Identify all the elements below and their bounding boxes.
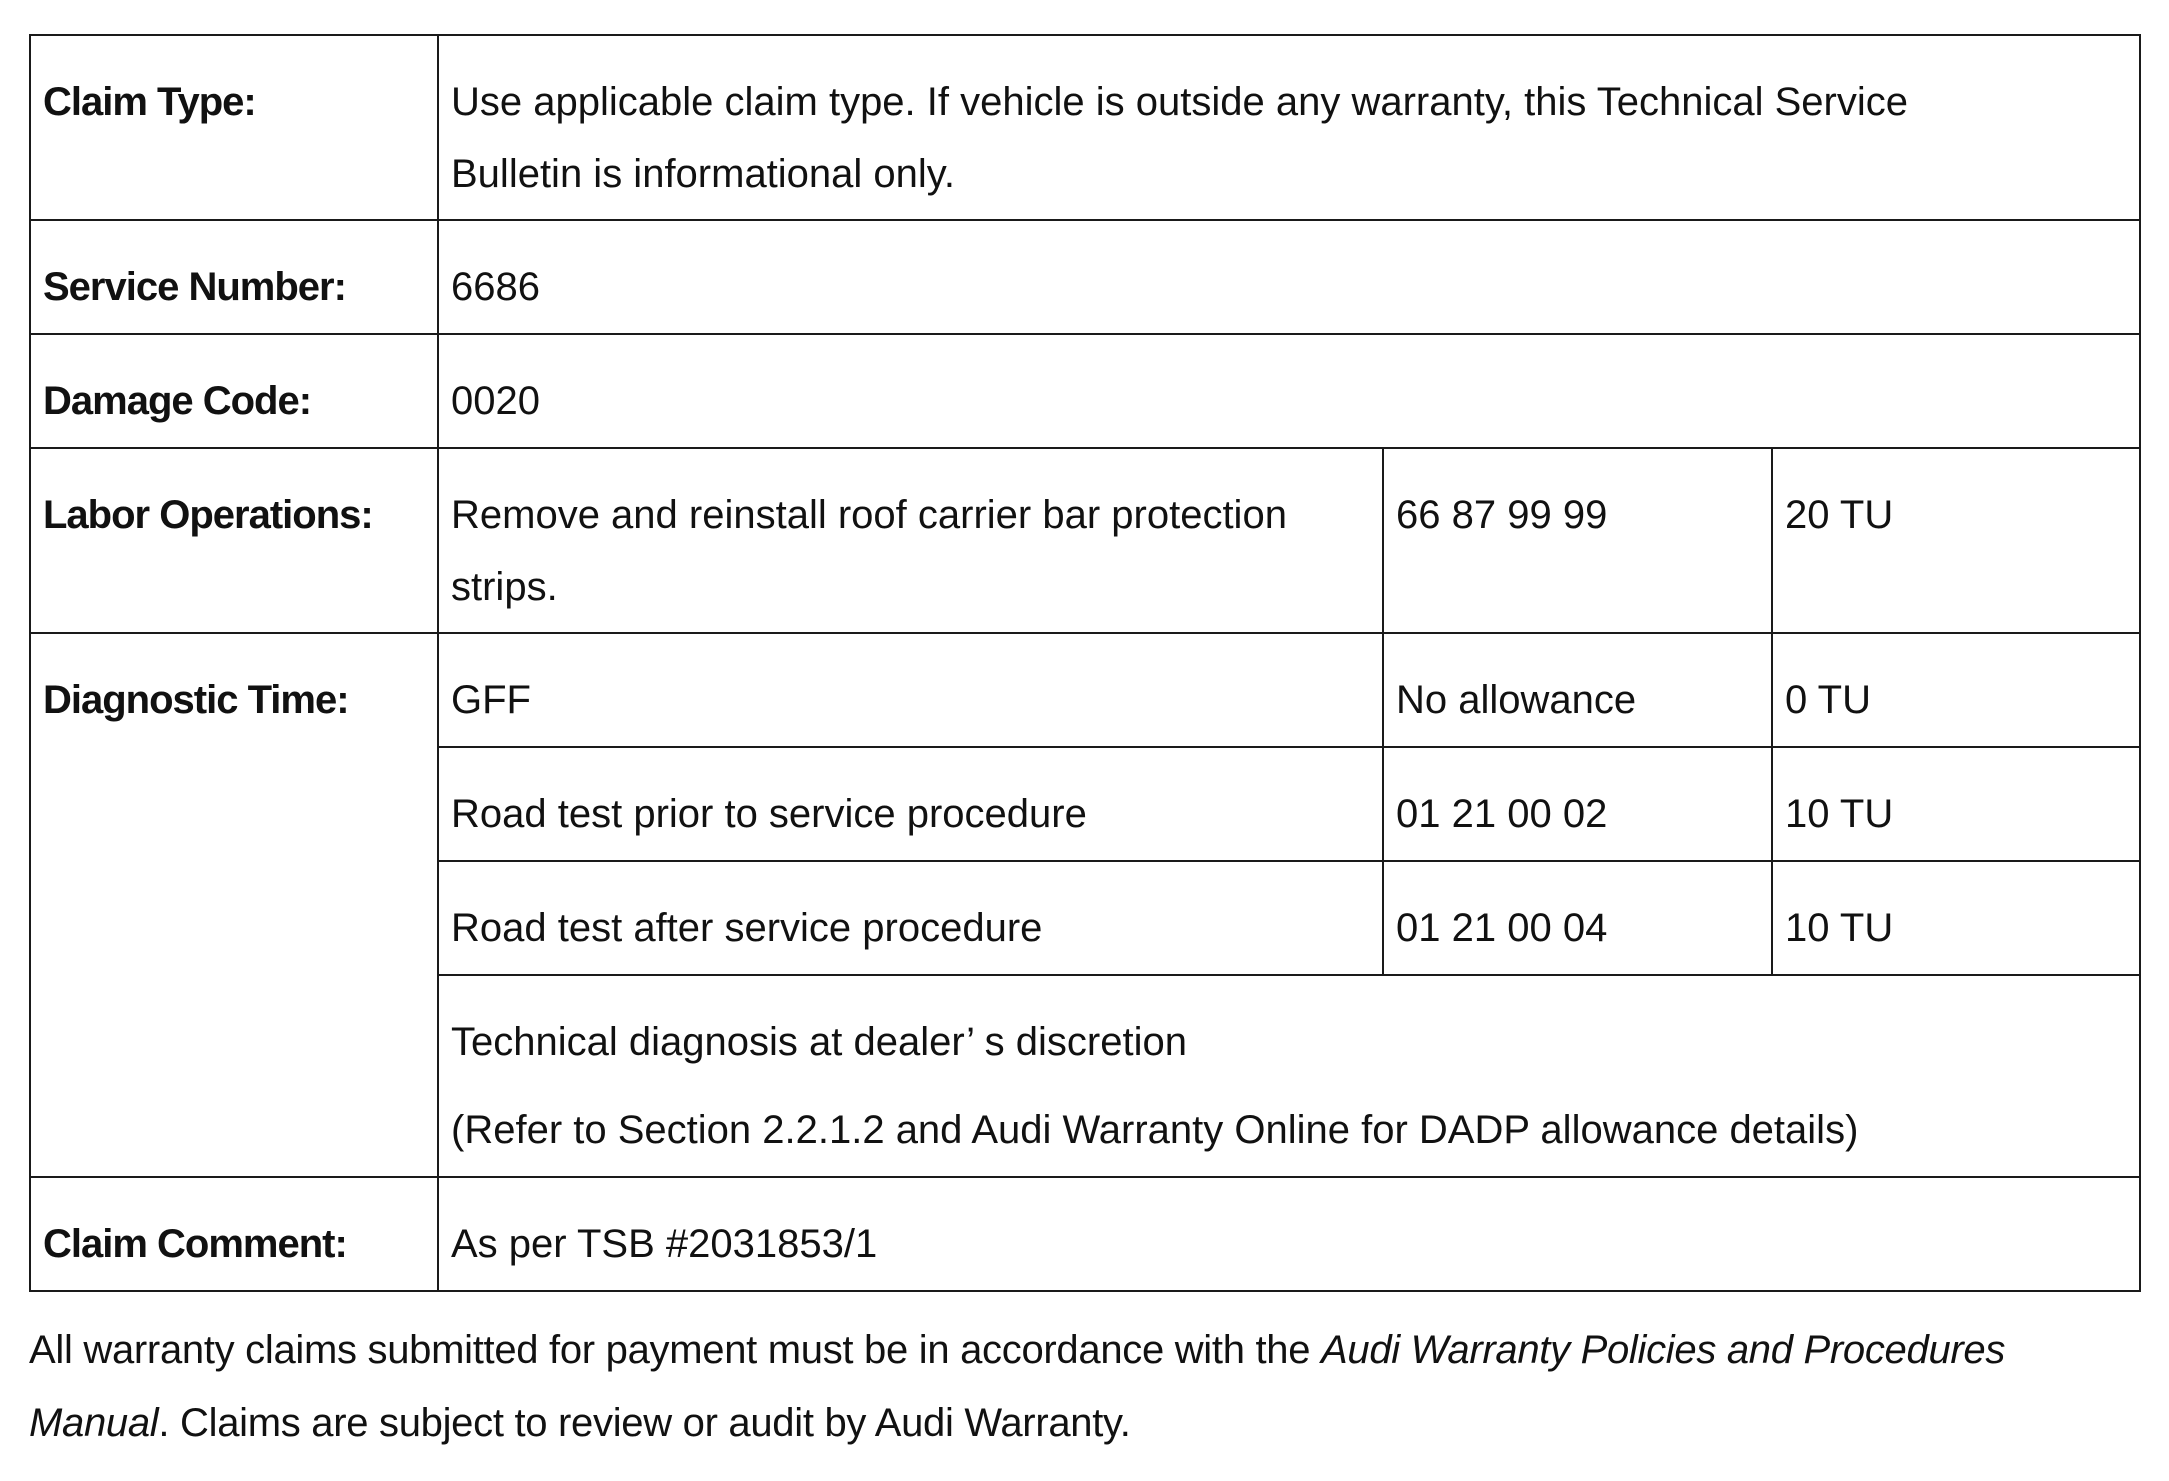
diagnostic-time-label: Diagnostic Time: bbox=[30, 633, 438, 1177]
diagnostic-description: Road test after service procedure bbox=[438, 861, 1383, 975]
labor-description-line1: Remove and reinstall roof carrier bar protection bbox=[451, 493, 1287, 537]
diagnostic-time-value: 0 TU bbox=[1772, 633, 2140, 747]
damage-code-value: 0020 bbox=[438, 334, 2140, 448]
service-number-label: Service Number: bbox=[30, 220, 438, 334]
footer-text-after: . Claims are subject to review or audit by Audi Warranty. bbox=[158, 1401, 1131, 1445]
footer-text-before: All warranty claims submitted for payment must be in accordance with the bbox=[29, 1328, 1321, 1372]
labor-operations-label: Labor Operations: bbox=[30, 448, 438, 633]
labor-operations-row bbox=[30, 448, 2140, 633]
diagnostic-description: Road test prior to service procedure bbox=[438, 747, 1383, 861]
diagnostic-note-line1: Technical diagnosis at dealer’ s discretion bbox=[451, 1020, 1187, 1064]
footer-manual-title-part2: Manual bbox=[29, 1401, 159, 1445]
claim-comment-value: As per TSB #2031853/1 bbox=[438, 1177, 2140, 1291]
service-number-value: 6686 bbox=[438, 220, 2140, 334]
diagnostic-time-value: 10 TU bbox=[1772, 861, 2140, 975]
footer-manual-title-part1: Audi Warranty Policies and Procedures bbox=[1321, 1328, 2006, 1372]
damage-code-row bbox=[30, 334, 2140, 448]
damage-code-label: Damage Code: bbox=[30, 334, 438, 448]
diagnostic-time-value: 10 TU bbox=[1772, 747, 2140, 861]
diagnostic-code: No allowance bbox=[1383, 633, 1772, 747]
claim-comment-row bbox=[30, 1177, 2140, 1291]
warranty-footer-note bbox=[29, 1314, 2139, 1460]
diagnostic-note-line2: (Refer to Section 2.2.1.2 and Audi Warranty Online for DADP allowance details) bbox=[451, 1108, 1859, 1152]
diagnostic-description: GFF bbox=[438, 633, 1383, 747]
labor-description-line2: strips. bbox=[451, 565, 558, 609]
claim-type-value-line2: Bulletin is informational only. bbox=[451, 152, 955, 196]
diagnostic-code: 01 21 00 02 bbox=[1383, 747, 1772, 861]
claim-comment-label: Claim Comment: bbox=[30, 1177, 438, 1291]
diagnostic-code: 01 21 00 04 bbox=[1383, 861, 1772, 975]
diagnostic-note bbox=[438, 975, 2140, 1177]
warranty-document bbox=[29, 34, 2139, 1460]
diagnostic-row-gff bbox=[30, 633, 2140, 747]
claim-type-label: Claim Type: bbox=[30, 35, 438, 220]
claim-type-value bbox=[438, 35, 2140, 220]
labor-operations-time: 20 TU bbox=[1772, 448, 2140, 633]
warranty-claim-table bbox=[29, 34, 2141, 1292]
labor-operations-code: 66 87 99 99 bbox=[1383, 448, 1772, 633]
claim-type-row bbox=[30, 35, 2140, 220]
claim-type-value-line1: Use applicable claim type. If vehicle is outside any warranty, this Technical Service bbox=[451, 80, 1908, 124]
service-number-row bbox=[30, 220, 2140, 334]
labor-operations-description bbox=[438, 448, 1383, 633]
